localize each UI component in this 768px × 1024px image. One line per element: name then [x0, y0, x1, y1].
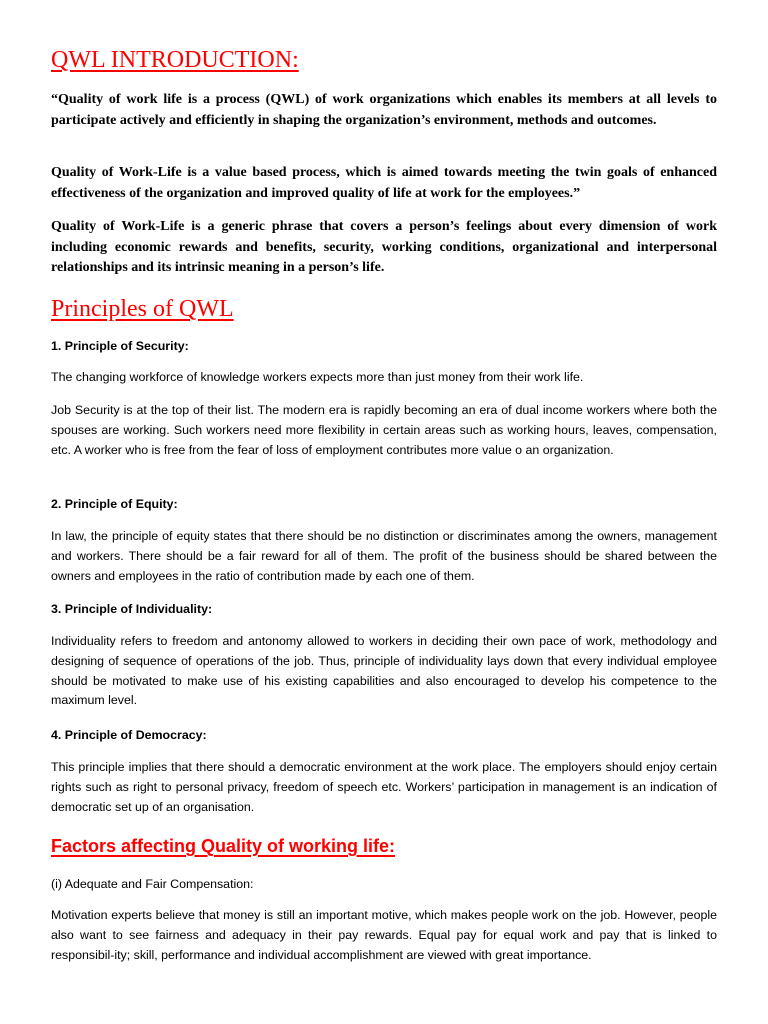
intro-paragraph-1: “Quality of work life is a process (QWL) of work organizations which enables its members at all levels to participate actively and efficiently in shaping the organization’s environment, methods and outcomes.	[51, 92, 717, 128]
intro-paragraph-2: Quality of Work-Life is a value based process, which is aimed towards meeting the twin goals of enhanced effectiveness of the organization and improved quality of life at work for the employees.”	[51, 165, 717, 201]
principle-title-democracy: 4. Principle of Democracy:	[51, 728, 207, 742]
factor-title-compensation: (i) Adequate and Fair Compensation:	[51, 877, 254, 891]
principle-security-paragraph-1: The changing workforce of knowledge workers expects more than just money from their work life.	[51, 370, 584, 384]
intro-paragraph-3: Quality of Work-Life is a generic phrase that covers a person’s feelings about every dimension of work including economic rewards and benefits, security, working conditions, organizational and interpersonal relationships and its intrinsic meaning in a person’s life.	[51, 219, 717, 275]
intro-heading: QWL INTRODUCTION:	[51, 47, 299, 73]
principle-security-paragraph-2: Job Security is at the top of their list. The modern era is rapidly becoming an era of dual income workers where both the spouses are working. Such workers need more flexibility in certain areas such as working hours, leaves, compensation, etc. A worker who is free from the fear of loss of employment contributes more value o an organization.	[51, 403, 717, 457]
factor-compensation-paragraph: Motivation experts believe that money is still an important motive, which makes people work on the job. However, people also want to see fairness and adequacy in their pay rewards. Equal pay for equal work and pay that is linked to responsibil-ity; skill, performance and individual accomplishment are viewed with great importance.	[51, 908, 717, 962]
factors-heading: Factors affecting Quality of working life:	[51, 836, 396, 856]
principle-title-individuality: 3. Principle of Individuality:	[51, 602, 213, 616]
principles-heading: Principles of QWL	[51, 296, 234, 322]
principle-individuality-paragraph: Individuality refers to freedom and antonomy allowed to workers in deciding their own pace of work, methodology and designing of sequence of operations of the job. Thus, principle of individuality lays down that every individual employee should be motivated to make use of his existing capabilities and also encouraged to develop his competence to the maximum level.	[51, 634, 717, 708]
principle-equity-paragraph: In law, the principle of equity states that there should be no distinction or discriminates among the owners, management and workers. There should be a fair reward for all of them. The profit of the business should be shared between the owners and employees in the ratio of contribution made by each one of them.	[51, 529, 717, 583]
principle-democracy-paragraph: This principle implies that there should a democratic environment at the work place. The employers should enjoy certain rights such as right to personal privacy, freedom of speech etc. Workers’ participation in management is an indication of democratic set up of an organisation.	[51, 760, 717, 814]
principle-title-equity: 2. Principle of Equity:	[51, 497, 178, 511]
principle-title-security: 1. Principle of Security:	[51, 339, 189, 353]
